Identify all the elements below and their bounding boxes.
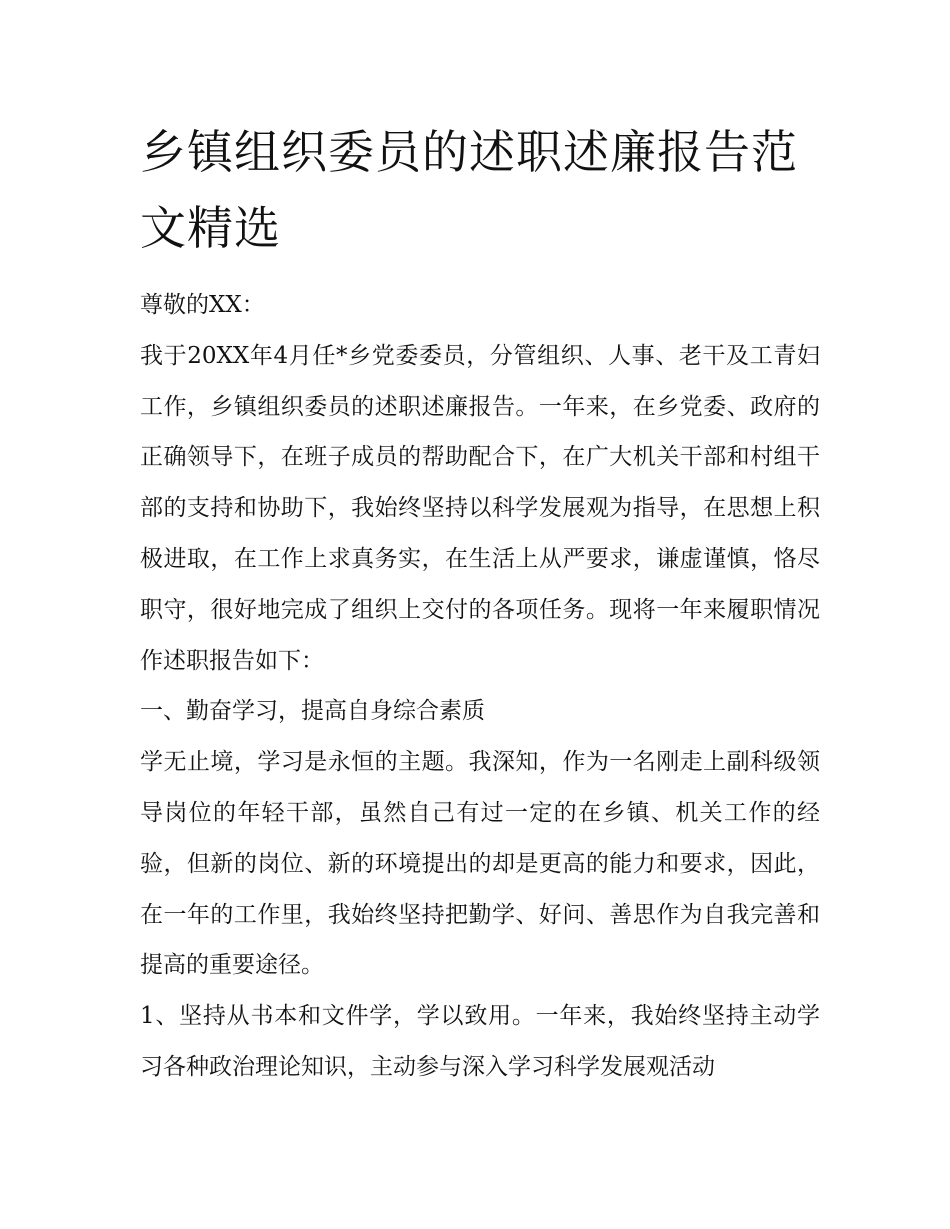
section-heading-1: 一、勤奋学习，提高自身综合素质 bbox=[140, 698, 485, 725]
document-title: 乡镇组织委员的述职述廉报告范文精选 bbox=[140, 125, 798, 255]
point-1-paragraph: 1、坚持从书本和文件学，学以致用。一年来，我始终坚持主动学习各种政治理论知识，主动参与深入学习科学发展观活动 bbox=[140, 1003, 820, 1080]
study-paragraph: 学无止境，学习是永恒的主题。我深知，作为一名刚走上副科级领导岗位的年轻干部，虽然自己有过一定的在乡镇、机关工作的经验，但新的岗位、新的环境提出的却是更高的能力和要求，因此，在一年的工作里，我始终坚持把勤学、好问、善思作为自我完善和提高的重要途径。 bbox=[140, 749, 820, 979]
salutation: 尊敬的XX： bbox=[140, 292, 265, 318]
document-body bbox=[140, 280, 820, 1093]
intro-paragraph: 我于20XX年4月任*乡党委委员，分管组织、人事、老干及工青妇工作，乡镇组织委员的述职述廉报告。一年来，在乡党委、政府的正确领导下，在班子成员的帮助配合下，在广大机关干部和村组干部的支持和协助下，我始终坚持以科学发展观为指导，在思想上积极进取，在工作上求真务实，在生活上从严要求，谦虚谨慎，恪尽职守，很好地完成了组织上交付的各项任务。现将一年来履职情况作述职报告如下： bbox=[140, 342, 820, 674]
